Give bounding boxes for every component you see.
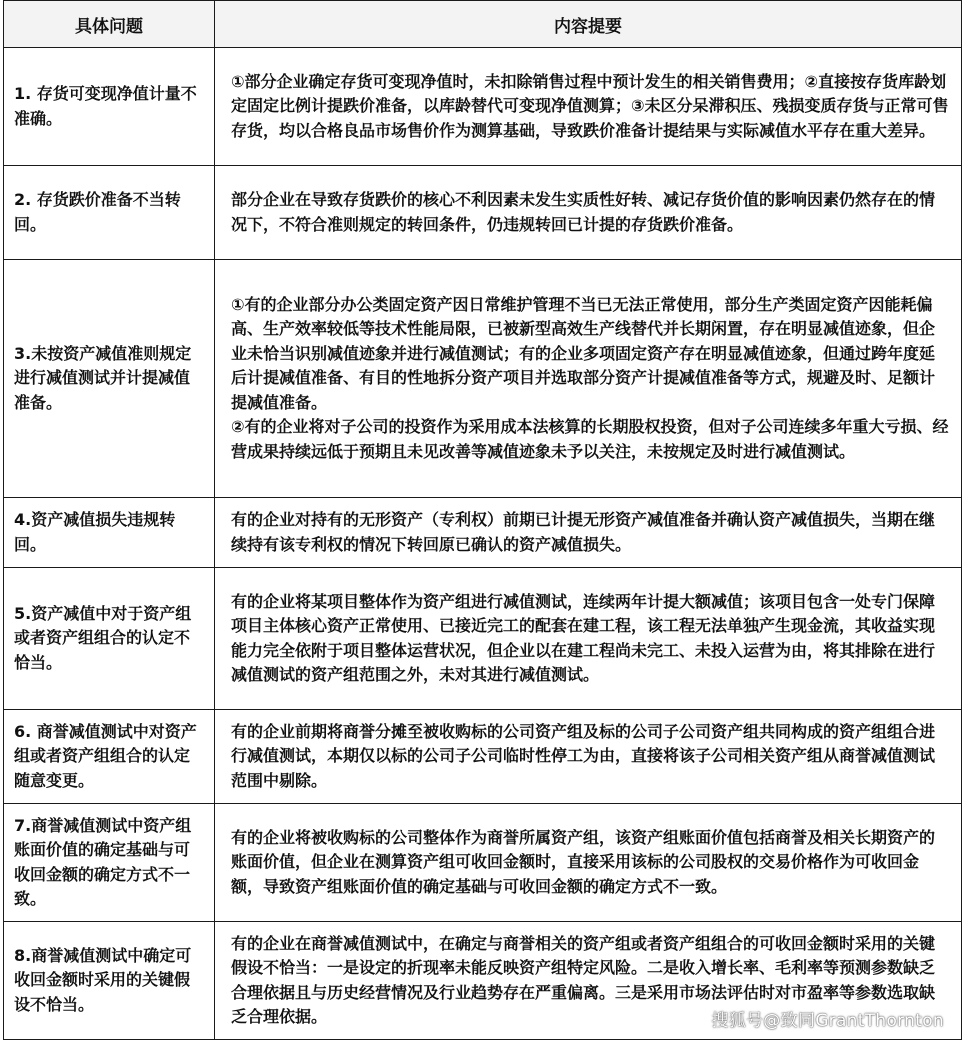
table-row (4, 568, 962, 710)
issue-cell: 7.商誉减值测试中资产组账面价值的确定基础与可收回金额的确定方式不一致。 (4, 804, 215, 922)
summary-cell: 有的企业将某项目整体作为资产组进行减值测试，连续两年计提大额减值；该项目包含一处专门保障项目主体核心资产正常使用、已接近完工的配套在建工程，该工程无法单独产生现金流，其收益实现能力完全依附于项目整体运营状况，但企业以在建工程尚未完工、未投入运营为由，将其排除在进行减值测试的资产组范围之外，未对其进行减值测试。 (215, 568, 962, 710)
summary-cell (215, 260, 962, 498)
summary-cell: 有的企业将被收购标的公司整体作为商誉所属资产组，该资产组账面价值包括商誉及相关长期资产的账面价值，但企业在测算资产组可收回金额时，直接采用该标的公司股权的交易价格作为可收回金额，导致资产组账面价值的确定基础与可收回金额的确定方式不一致。 (215, 804, 962, 922)
table-header-row (4, 1, 962, 48)
summary-paragraph-1: ①有的企业部分办公类固定资产因日常维护管理不当已无法正常使用，部分生产类固定资产因能耗偏高、生产效率较低等技术性能局限，已被新型高效生产线替代并长期闲置，存在明显减值迹象，但企业未恰当识别减值迹象并进行减值测试；有的企业多项固定资产存在明显减值迹象，但通过跨年度延后计提减值准备、有目的性地拆分资产项目并选取部分资产计提减值准备等方式，规避及时、足额计提减值准备。 (231, 294, 936, 412)
issue-cell: 6. 商誉减值测试中对资产组或者资产组组合的认定随意变更。 (4, 710, 215, 804)
table-row (4, 710, 962, 804)
issue-cell: 8.商誉减值测试中确定可收回金额时采用的关键假设不恰当。 (4, 922, 215, 1040)
table-row (4, 260, 962, 498)
header-summary: 内容提要 (215, 1, 962, 48)
table-row (4, 166, 962, 260)
summary-paragraph-2: ②有的企业将对子公司的投资作为采用成本法核算的长期股权投资，但对子公司连续多年重大亏损、经营成果持续远低于预期且未见改善等减值迹象未予以关注，未按规定及时进行减值测试。 (231, 417, 949, 461)
summary-cell: 有的企业对持有的无形资产（专利权）前期已计提无形资产减值准备并确认资产减值损失，当期在继续持有该专利权的情况下转回原已确认的资产减值损失。 (215, 498, 962, 568)
issue-cell: 4.资产减值损失违规转回。 (4, 498, 215, 568)
table-row (4, 498, 962, 568)
table-row (4, 804, 962, 922)
table-row (4, 48, 962, 166)
issue-cell: 1. 存货可变现净值计量不准确。 (4, 48, 215, 166)
issue-cell: 2. 存货跌价准备不当转回。 (4, 166, 215, 260)
issue-cell: 3.未按资产减值准则规定进行减值测试并计提减值准备。 (4, 260, 215, 498)
issue-cell: 5.资产减值中对于资产组或者资产组组合的认定不恰当。 (4, 568, 215, 710)
watermark: 搜狐号@致同GrantThornton (711, 1011, 944, 1031)
summary-cell: 部分企业在导致存货跌价的核心不利因素未发生实质性好转、减记存货价值的影响因素仍然存在的情况下，不符合准则规定的转回条件，仍违规转回已计提的存货跌价准备。 (215, 166, 962, 260)
header-issue: 具体问题 (4, 1, 215, 48)
audit-issues-table (3, 0, 962, 1040)
summary-cell: 有的企业在商誉减值测试中，在确定与商誉相关的资产组或者资产组组合的可收回金额时采用的关键假设不恰当：一是设定的折现率未能反映资产组特定风险。二是收入增长率、毛利率等预测参数缺乏合理依据且与历史经营情况及行业趋势存在严重偏离。三是采用市场法评估时对市盈率等参数选取缺乏合理依据。 (215, 922, 962, 1040)
summary-cell: 有的企业前期将商誉分摊至被收购标的公司资产组及标的公司子公司资产组共同构成的资产组组合进行减值测试，本期仅以标的公司子公司临时性停工为由，直接将该子公司相关资产组从商誉减值测试范围中剔除。 (215, 710, 962, 804)
summary-cell: ①部分企业确定存货可变现净值时，未扣除销售过程中预计发生的相关销售费用；②直接按存货库龄划定固定比例计提跌价准备，以库龄替代可变现净值测算；③未区分呆滞积压、残损变质存货与正常可售存货，均以合格良品市场售价作为测算基础，导致跌价准备计提结果与实际减值水平存在重大差异。 (215, 48, 962, 166)
